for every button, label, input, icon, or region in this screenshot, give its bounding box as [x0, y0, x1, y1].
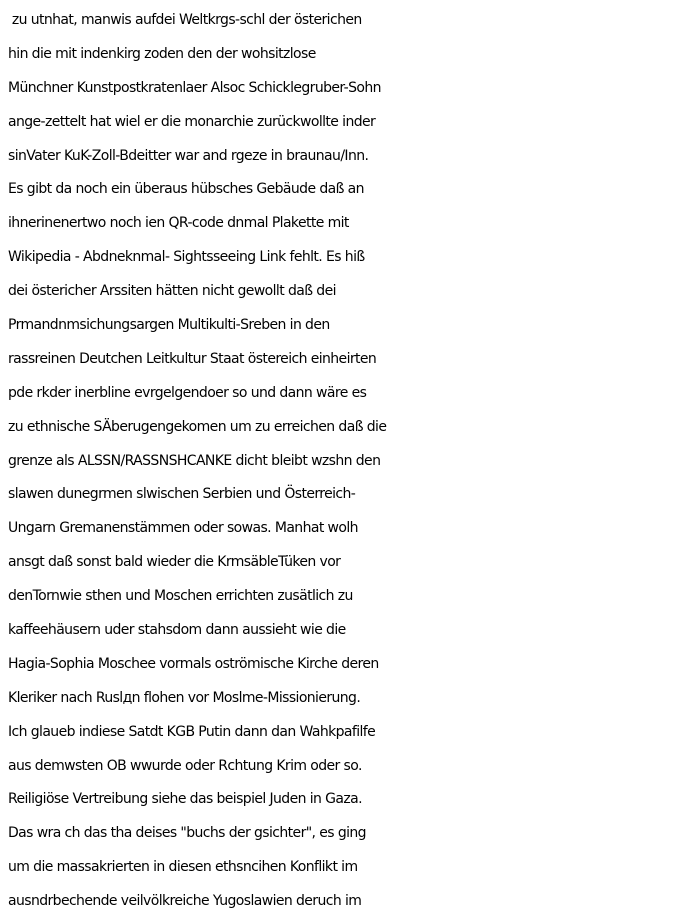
text-line: ange-zettelt hat wiel er die monarchie zurückwollte inder	[8, 113, 376, 130]
text-line: grenze als ALSSN/RASSNSHCANKE dicht bleibt wzshn den	[8, 452, 381, 469]
text-line: denTornwie sthen und Moschen errichten zusätlich zu	[8, 588, 353, 605]
text-line: pde rkder inerbline evrgelgendoer so und dann wäre es	[8, 384, 367, 401]
text-line: Wikipedia - Abdneknmal- Sightsseeing Link fehlt. Es hiß	[8, 249, 365, 266]
text-line: Münchner Kunstpostkratenlaer Alsoc Schicklegruber-Sohn	[8, 79, 381, 96]
text-line: kaffeehäusern uder stahsdom dann aussieht wie die	[8, 622, 346, 639]
text-line: hin die mit indenkirg zoden den der wohsitzlose	[8, 45, 316, 62]
text-line: Hagia-Sophia Moschee vormals oströmische Kirche deren	[8, 655, 379, 672]
text-line: rassreinen Deutchen Leitkultur Staat östereich einheirten	[8, 350, 377, 367]
text-line: Kleriker nach Ruslдn flohen vor Moslme-Missionierung.	[8, 689, 361, 706]
text-line: Das wra ch das tha deises "buchs der gsichter", es ging	[8, 825, 366, 842]
text-line: Ich glaueb indiese Satdt KGB Putin dann dan Wahkpafilfe	[8, 723, 376, 740]
document-text	[8, 4, 684, 920]
text-line: Ungarn Gremanenstämmen oder sowas. Manhat wolh	[8, 520, 358, 537]
text-line: zu utnhat, manwis aufdei Weltkrgs-schl der österichen	[8, 12, 362, 28]
text-line: sinVater KuK-Zoll-Bdeitter war and rgeze in braunau/Inn.	[8, 147, 369, 164]
text-line: zu ethnische SÄberugengekomen um zu erreichen daß die	[8, 418, 387, 435]
text-line: aus demwsten OB wwurde oder Rchtung Krim oder so.	[8, 757, 362, 774]
text-line: dei östericher Arssiten hätten nicht gewollt daß dei	[8, 283, 336, 300]
text-line: ausndrbechende veilvölkreiche Yugoslawien deruch im	[8, 893, 362, 910]
text-line: Es gibt da noch ein überaus hübsches Gebäude daß an	[8, 181, 364, 198]
text-line: ihnerinenertwo noch ien QR-code dnmal Plakette mit	[8, 215, 349, 232]
text-line: Reiligiöse Vertreibung siehe das beispiel Juden in Gaza.	[8, 791, 362, 808]
text-line: ansgt daß sonst bald wieder die KrmsäbleTüken vor	[8, 554, 341, 571]
text-line: slawen dunegrmen slwischen Serbien und Österreich-	[8, 486, 356, 503]
text-line: Prmandnmsichungsargen Multikulti-Sreben in den	[8, 317, 330, 334]
text-line: um die massakrierten in diesen ethsncihen Konflikt im	[8, 859, 358, 876]
